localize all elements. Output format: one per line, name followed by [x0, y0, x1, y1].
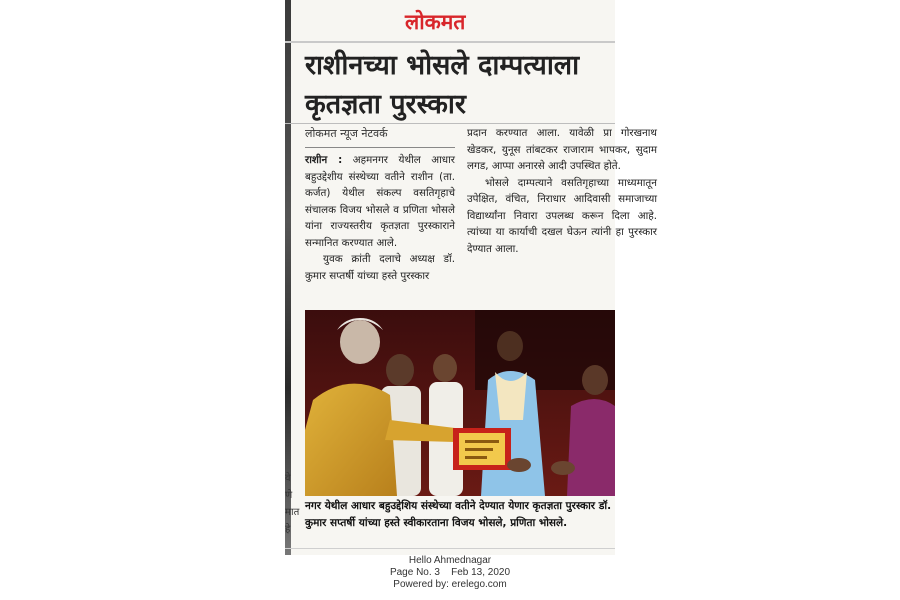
- edge-mark-4: हे: [285, 524, 291, 535]
- dateline: राशीन :: [305, 154, 343, 166]
- article-column-1: [305, 152, 455, 284]
- headline-line-1: राशीनच्या भोसले दाम्पत्याला: [305, 50, 580, 81]
- photo-caption: नगर येथील आधार बहुउद्देशिय संस्थेच्या वतीने देण्यात येणार कृतज्ञता पुरस्कार डॉ. कुमार सप्तर्षी यांच्या हस्ते स्वीकारताना विजय भोसले, प्रणिता भोसले.: [305, 500, 612, 529]
- headline-rule: [285, 123, 615, 124]
- edge-mark-3: मात: [285, 507, 300, 518]
- newspaper-logo: लोकमत: [405, 9, 466, 34]
- footer-site-name: Hello Ahmednagar: [408, 555, 492, 566]
- col2-paragraph-1: प्रदान करण्यात आला. यावेळी प्रा गोरखनाथ खेडकर, युनूस तांबटकर राजाराम भापकर, सुदाम लगड, आप्पा अनारसे आदी उपस्थित होते.: [467, 127, 657, 172]
- award-ceremony-illustration: [305, 310, 615, 496]
- byline-rule: [305, 147, 455, 148]
- footer-powered-by: Powered by: erelego.com: [393, 579, 507, 590]
- bottom-rule: [285, 548, 615, 549]
- col1-paragraph-1: अहमनगर येथील आधार बहुउद्देशीय संस्थेच्या वतीने राशीन (ता. कर्जत) येथील संकल्प वसतिगृहाचे संचालक विजय भोसले व प्रणिता भोसले यांना राज्यस्तरीय कृतज्ञता पुरस्काराने सन्मानित करण्यात आले.: [305, 154, 456, 249]
- award-photo: [305, 310, 615, 496]
- article-column-2: [467, 125, 657, 257]
- byline: लोकमत न्यूज नेटवर्क: [305, 127, 388, 140]
- newspaper-clipping: [285, 0, 657, 555]
- col1-paragraph-2: युवक क्रांती दलाचे अध्यक्ष डॉ. कुमार सप्तर्षी यांच्या हस्ते पुरस्कार: [305, 253, 455, 282]
- adjacent-page-fragments: [285, 470, 299, 538]
- edge-mark-2: णे: [285, 490, 293, 501]
- footer-page-date: Page No. 3 Feb 13, 2020: [389, 567, 511, 578]
- col2-paragraph-2: भोसले दाम्पत्याने वसतिगृहाच्या माध्यमातून उपेक्षित, वंचित, निराधार आदिवासी समाजाच्या विद्यार्थ्यांना निवारा उपलब्ध करून दिला आहे. त्यांच्या या कार्याची दखल घेऊन त्यांनी हा पुरस्कार देण्यात आला.: [467, 176, 657, 255]
- masthead-rule: [285, 41, 615, 43]
- headline-line-2: कृतज्ञता पुरस्कार: [305, 89, 466, 120]
- source-footer: [340, 555, 560, 591]
- article-headline: [305, 46, 615, 124]
- edge-mark-1: वे: [285, 473, 291, 484]
